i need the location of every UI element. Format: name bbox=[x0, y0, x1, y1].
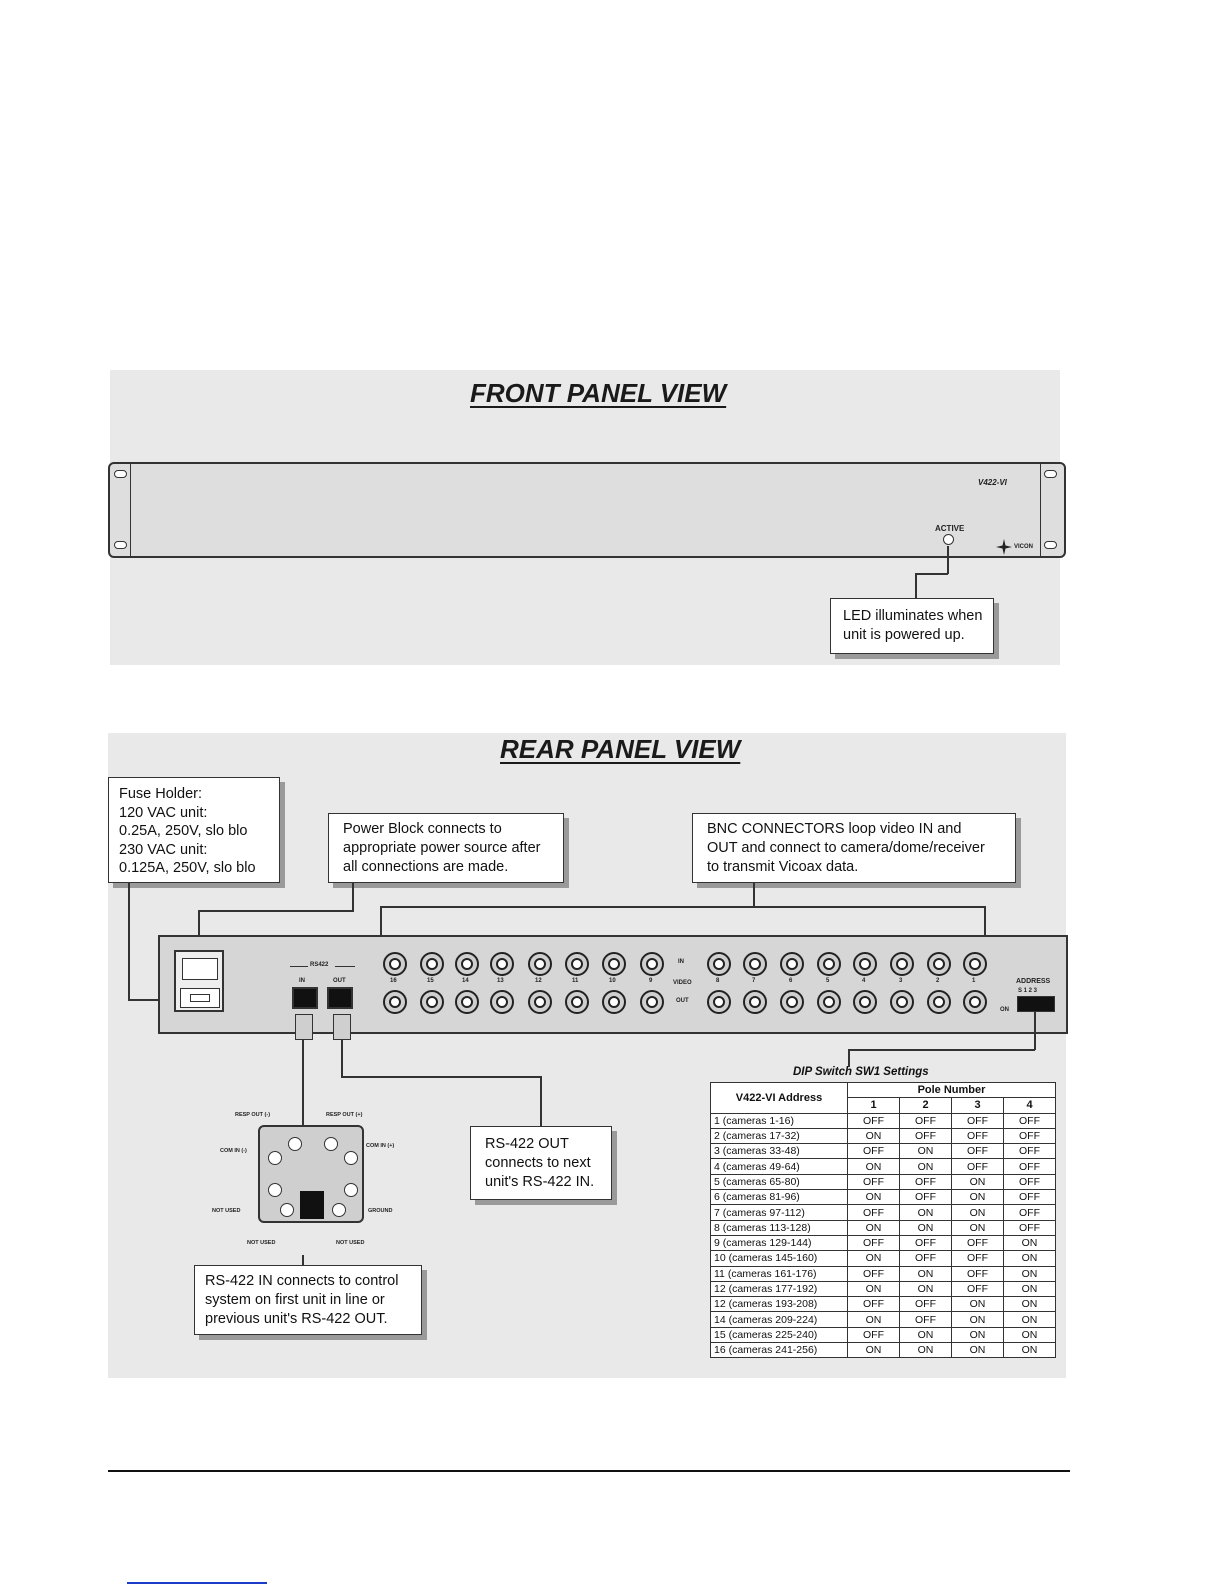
fuse-callout bbox=[108, 777, 280, 883]
callout-line: 120 VAC unit: bbox=[119, 804, 208, 821]
pole-value-cell: ON bbox=[1004, 1266, 1056, 1281]
rs422-in-plug bbox=[295, 1014, 313, 1040]
pole-value-cell: OFF bbox=[900, 1174, 952, 1189]
power-inlet bbox=[174, 950, 224, 1012]
pole-value-cell: OFF bbox=[900, 1190, 952, 1205]
left-rack-ear bbox=[130, 462, 131, 556]
callout-line: RS-422 OUT bbox=[485, 1136, 569, 1152]
pole-value-cell: OFF bbox=[848, 1144, 900, 1159]
brand-label: VICON bbox=[1014, 544, 1034, 550]
table-row bbox=[711, 1343, 1056, 1358]
terminal-label: NOT USED bbox=[247, 1240, 276, 1246]
terminal-screw bbox=[332, 1203, 346, 1217]
pole-value-cell: OFF bbox=[952, 1266, 1004, 1281]
table-row bbox=[711, 1312, 1056, 1327]
leader-line bbox=[341, 1040, 343, 1077]
pole-value-cell: OFF bbox=[848, 1113, 900, 1128]
table-row bbox=[711, 1266, 1056, 1281]
pole-value-cell: ON bbox=[848, 1343, 900, 1358]
pole-value-cell: ON bbox=[1004, 1235, 1056, 1250]
pole-value-cell: ON bbox=[952, 1174, 1004, 1189]
callout-line: 0.25A, 250V, slo blo bbox=[119, 823, 248, 839]
address-cell: 1 (cameras 1-16) bbox=[711, 1113, 848, 1128]
table-row bbox=[711, 1251, 1056, 1266]
channel-number: 1 bbox=[972, 978, 976, 984]
address-column-header: V422-VI Address bbox=[711, 1083, 848, 1114]
active-led bbox=[943, 534, 954, 545]
terminal-label: NOT USED bbox=[212, 1208, 241, 1214]
pole-header: 4 bbox=[1004, 1098, 1056, 1113]
channel-number: 4 bbox=[862, 978, 866, 984]
leader-line bbox=[341, 1076, 541, 1078]
led-callout bbox=[830, 598, 994, 654]
pole-value-cell: OFF bbox=[952, 1251, 1004, 1266]
rs422-terminal-block bbox=[258, 1125, 364, 1223]
terminal-label: COM IN (+) bbox=[366, 1143, 395, 1149]
table-header-row bbox=[711, 1083, 1056, 1098]
pole-value-cell: ON bbox=[952, 1205, 1004, 1220]
bnc-in-connector[interactable] bbox=[383, 952, 407, 976]
callout-line: to transmit Vicoax data. bbox=[707, 859, 859, 875]
footer-link-underline bbox=[127, 1582, 267, 1584]
table-row bbox=[711, 1128, 1056, 1143]
channel-number: 11 bbox=[572, 978, 579, 984]
leader-line bbox=[352, 883, 354, 911]
bnc-in-connector[interactable] bbox=[780, 952, 804, 976]
dip-switch-title: DIP Switch SW1 Settings bbox=[793, 1066, 929, 1078]
bnc-out-connector[interactable] bbox=[455, 990, 479, 1014]
mount-slot bbox=[114, 541, 127, 549]
bnc-in-connector[interactable] bbox=[528, 952, 552, 976]
pole-value-cell: OFF bbox=[900, 1251, 952, 1266]
bnc-out-connector[interactable] bbox=[640, 990, 664, 1014]
mount-slot bbox=[1044, 541, 1057, 549]
rs422-label: RS422 bbox=[310, 962, 329, 968]
pole-value-cell: OFF bbox=[900, 1235, 952, 1250]
pole-value-cell: ON bbox=[1004, 1343, 1056, 1358]
channel-number: 15 bbox=[427, 978, 434, 984]
bnc-out-connector[interactable] bbox=[528, 990, 552, 1014]
address-cell: 7 (cameras 97-112) bbox=[711, 1205, 848, 1220]
bnc-in-connector[interactable] bbox=[817, 952, 841, 976]
bnc-out-connector[interactable] bbox=[927, 990, 951, 1014]
bnc-in-connector[interactable] bbox=[565, 952, 589, 976]
pole-value-cell: ON bbox=[952, 1312, 1004, 1327]
bnc-out-connector[interactable] bbox=[890, 990, 914, 1014]
callout-line: previous unit's RS-422 OUT. bbox=[205, 1311, 388, 1327]
address-cell: 8 (cameras 113-128) bbox=[711, 1220, 848, 1235]
leader-line bbox=[128, 883, 130, 1000]
bnc-in-connector[interactable] bbox=[743, 952, 767, 976]
callout-line: RS-422 IN connects to control bbox=[205, 1273, 399, 1289]
pole-value-cell: OFF bbox=[1004, 1128, 1056, 1143]
terminal-label: GROUND bbox=[368, 1208, 393, 1214]
bnc-out-connector[interactable] bbox=[490, 990, 514, 1014]
pole-value-cell: OFF bbox=[952, 1144, 1004, 1159]
terminal-screw bbox=[268, 1151, 282, 1165]
bnc-out-connector[interactable] bbox=[707, 990, 731, 1014]
bnc-in-connector[interactable] bbox=[602, 952, 626, 976]
channel-number: 7 bbox=[752, 978, 756, 984]
pole-value-cell: ON bbox=[848, 1190, 900, 1205]
channel-number: 10 bbox=[609, 978, 616, 984]
leader-line bbox=[947, 546, 949, 574]
bnc-in-connector[interactable] bbox=[890, 952, 914, 976]
bracket-line bbox=[335, 966, 355, 967]
rs422-in-label: IN bbox=[299, 978, 305, 984]
callout-line: unit is powered up. bbox=[843, 627, 965, 643]
on-label: ON bbox=[1000, 1007, 1009, 1013]
pole-value-cell: ON bbox=[952, 1220, 1004, 1235]
video-out-label: OUT bbox=[676, 998, 689, 1004]
address-cell: 3 (cameras 33-48) bbox=[711, 1144, 848, 1159]
pole-value-cell: OFF bbox=[848, 1235, 900, 1250]
callout-line: 230 VAC unit: bbox=[119, 841, 208, 858]
rs422-out-plug bbox=[333, 1014, 351, 1040]
address-cell: 16 (cameras 241-256) bbox=[711, 1343, 848, 1358]
pole-value-cell: ON bbox=[848, 1128, 900, 1143]
address-cell: 11 (cameras 161-176) bbox=[711, 1266, 848, 1281]
address-cell: 2 (cameras 17-32) bbox=[711, 1128, 848, 1143]
terminal-label: RESP OUT (+) bbox=[326, 1112, 363, 1118]
table-row bbox=[711, 1190, 1056, 1205]
pole-value-cell: ON bbox=[900, 1343, 952, 1358]
pole-value-cell: ON bbox=[900, 1144, 952, 1159]
bnc-in-connector[interactable] bbox=[853, 952, 877, 976]
channel-number: 3 bbox=[899, 978, 903, 984]
leader-line bbox=[848, 1049, 1035, 1051]
leader-line bbox=[540, 1076, 542, 1126]
bnc-in-connector[interactable] bbox=[963, 952, 987, 976]
callout-line: Power Block connects to bbox=[343, 821, 502, 837]
pole-value-cell: OFF bbox=[1004, 1174, 1056, 1189]
table-row bbox=[711, 1327, 1056, 1342]
pole-value-cell: OFF bbox=[1004, 1220, 1056, 1235]
bnc-out-connector[interactable] bbox=[383, 990, 407, 1014]
table-row bbox=[711, 1220, 1056, 1235]
vicon-star-icon bbox=[996, 539, 1012, 555]
rs422-out-callout bbox=[470, 1126, 612, 1200]
pole-value-cell: OFF bbox=[900, 1113, 952, 1128]
terminal-label: RESP OUT (-) bbox=[235, 1112, 271, 1118]
pole-number-header: Pole Number bbox=[848, 1083, 1056, 1098]
channel-number: 16 bbox=[390, 978, 397, 984]
callout-line: OUT and connect to camera/dome/receiver bbox=[707, 840, 985, 856]
terminal-screw bbox=[288, 1137, 302, 1151]
bnc-out-connector[interactable] bbox=[565, 990, 589, 1014]
address-cell: 5 (cameras 65-80) bbox=[711, 1174, 848, 1189]
mount-slot bbox=[114, 470, 127, 478]
rs422-out-port[interactable] bbox=[327, 987, 353, 1009]
pole-value-cell: OFF bbox=[848, 1297, 900, 1312]
pole-value-cell: ON bbox=[848, 1312, 900, 1327]
table-row bbox=[711, 1174, 1056, 1189]
pole-value-cell: ON bbox=[952, 1327, 1004, 1342]
callout-line: BNC CONNECTORS loop video IN and bbox=[707, 821, 962, 837]
address-cell: 12 (cameras 177-192) bbox=[711, 1281, 848, 1296]
channel-number: 6 bbox=[789, 978, 793, 984]
pole-value-cell: OFF bbox=[952, 1128, 1004, 1143]
right-rack-ear bbox=[1040, 462, 1041, 556]
table-row bbox=[711, 1297, 1056, 1312]
callout-line: system on first unit in line or bbox=[205, 1292, 385, 1308]
bnc-callout bbox=[692, 813, 1016, 883]
rs422-out-label: OUT bbox=[333, 978, 346, 984]
pole-value-cell: ON bbox=[848, 1281, 900, 1296]
pole-value-cell: OFF bbox=[952, 1281, 1004, 1296]
channel-number: 2 bbox=[936, 978, 940, 984]
callout-line: all connections are made. bbox=[343, 859, 509, 875]
bnc-out-connector[interactable] bbox=[602, 990, 626, 1014]
bnc-out-connector[interactable] bbox=[743, 990, 767, 1014]
pole-value-cell: ON bbox=[1004, 1312, 1056, 1327]
pole-value-cell: OFF bbox=[1004, 1205, 1056, 1220]
terminal-screw bbox=[280, 1203, 294, 1217]
callout-line: unit's RS-422 IN. bbox=[485, 1174, 595, 1190]
switch-numbers: S 1 2 3 bbox=[1018, 988, 1038, 994]
bnc-out-connector[interactable] bbox=[420, 990, 444, 1014]
bnc-in-connector[interactable] bbox=[490, 952, 514, 976]
dip-settings-table bbox=[710, 1082, 1056, 1358]
model-label: V422-VI bbox=[978, 478, 1007, 487]
table-row bbox=[711, 1281, 1056, 1296]
front-panel-title: FRONT PANEL VIEW bbox=[470, 378, 727, 408]
rs422-in-callout bbox=[194, 1265, 422, 1335]
leader-line bbox=[915, 573, 917, 599]
table-row bbox=[711, 1113, 1056, 1128]
pole-value-cell: OFF bbox=[848, 1266, 900, 1281]
bnc-out-connector[interactable] bbox=[780, 990, 804, 1014]
leader-line bbox=[1034, 1012, 1036, 1050]
pole-value-cell: OFF bbox=[848, 1174, 900, 1189]
leader-line bbox=[915, 573, 948, 575]
power-socket-icon bbox=[182, 958, 218, 980]
pole-value-cell: ON bbox=[1004, 1297, 1056, 1312]
pole-value-cell: OFF bbox=[1004, 1159, 1056, 1174]
callout-line: appropriate power source after bbox=[343, 840, 541, 856]
pole-value-cell: ON bbox=[1004, 1327, 1056, 1342]
fuse-icon bbox=[190, 994, 210, 1002]
table-row bbox=[711, 1159, 1056, 1174]
rear-panel-title: REAR PANEL VIEW bbox=[500, 734, 741, 764]
bnc-in-connector[interactable] bbox=[455, 952, 479, 976]
pole-value-cell: OFF bbox=[900, 1128, 952, 1143]
pole-value-cell: OFF bbox=[952, 1159, 1004, 1174]
pole-value-cell: ON bbox=[900, 1220, 952, 1235]
terminal-jack bbox=[300, 1191, 324, 1219]
bracket-line bbox=[290, 966, 308, 967]
address-cell: 14 (cameras 209-224) bbox=[711, 1312, 848, 1327]
leader-line bbox=[198, 910, 354, 912]
pole-value-cell: OFF bbox=[1004, 1113, 1056, 1128]
pole-value-cell: OFF bbox=[848, 1205, 900, 1220]
bnc-out-connector[interactable] bbox=[817, 990, 841, 1014]
callout-line: connects to next bbox=[485, 1155, 591, 1171]
pole-header: 3 bbox=[952, 1098, 1004, 1113]
address-cell: 9 (cameras 129-144) bbox=[711, 1235, 848, 1250]
pole-value-cell: ON bbox=[848, 1251, 900, 1266]
bnc-in-connector[interactable] bbox=[640, 952, 664, 976]
pole-value-cell: ON bbox=[952, 1343, 1004, 1358]
terminal-screw bbox=[344, 1151, 358, 1165]
channel-number: 5 bbox=[826, 978, 830, 984]
pole-value-cell: ON bbox=[900, 1205, 952, 1220]
pole-value-cell: ON bbox=[900, 1266, 952, 1281]
vicon-logo bbox=[996, 539, 1012, 560]
callout-line: LED illuminates when bbox=[843, 608, 983, 624]
pole-value-cell: OFF bbox=[900, 1312, 952, 1327]
channel-number: 9 bbox=[649, 978, 653, 984]
pole-value-cell: OFF bbox=[900, 1297, 952, 1312]
dip-switch[interactable] bbox=[1017, 996, 1055, 1012]
table-row bbox=[711, 1144, 1056, 1159]
pole-value-cell: ON bbox=[848, 1159, 900, 1174]
channel-number: 12 bbox=[535, 978, 542, 984]
leader-line bbox=[302, 1040, 304, 1128]
callout-line: 0.125A, 250V, slo blo bbox=[119, 860, 256, 876]
bnc-out-connector[interactable] bbox=[963, 990, 987, 1014]
terminal-label: NOT USED bbox=[336, 1240, 365, 1246]
leader-line bbox=[380, 906, 985, 908]
bnc-out-connector[interactable] bbox=[853, 990, 877, 1014]
pole-value-cell: ON bbox=[900, 1327, 952, 1342]
active-label: ACTIVE bbox=[935, 524, 965, 533]
address-cell: 12 (cameras 193-208) bbox=[711, 1297, 848, 1312]
terminal-label: COM IN (-) bbox=[220, 1148, 247, 1154]
front-panel-chassis bbox=[108, 462, 1066, 558]
address-cell: 15 (cameras 225-240) bbox=[711, 1327, 848, 1342]
footer-rule bbox=[108, 1470, 1070, 1472]
terminal-screw bbox=[324, 1137, 338, 1151]
pole-value-cell: ON bbox=[1004, 1251, 1056, 1266]
video-label: VIDEO bbox=[673, 980, 692, 986]
pole-header: 1 bbox=[848, 1098, 900, 1113]
address-cell: 6 (cameras 81-96) bbox=[711, 1190, 848, 1205]
channel-number: 8 bbox=[716, 978, 720, 984]
pole-value-cell: ON bbox=[900, 1281, 952, 1296]
terminal-screw bbox=[344, 1183, 358, 1197]
video-in-label: IN bbox=[678, 959, 684, 965]
pole-value-cell: ON bbox=[848, 1220, 900, 1235]
pole-value-cell: ON bbox=[1004, 1281, 1056, 1296]
address-cell: 10 (cameras 145-160) bbox=[711, 1251, 848, 1266]
address-label: ADDRESS bbox=[1016, 978, 1051, 985]
pole-header: 2 bbox=[900, 1098, 952, 1113]
leader-line bbox=[753, 883, 755, 907]
table-row bbox=[711, 1235, 1056, 1250]
terminal-screw bbox=[268, 1183, 282, 1197]
address-cell: 4 (cameras 49-64) bbox=[711, 1159, 848, 1174]
rs422-in-port[interactable] bbox=[292, 987, 318, 1009]
pole-value-cell: OFF bbox=[848, 1327, 900, 1342]
pole-value-cell: OFF bbox=[952, 1113, 1004, 1128]
pole-value-cell: ON bbox=[952, 1190, 1004, 1205]
bnc-in-connector[interactable] bbox=[927, 952, 951, 976]
leader-line bbox=[848, 1049, 850, 1067]
channel-number: 14 bbox=[462, 978, 469, 984]
channel-number: 13 bbox=[497, 978, 504, 984]
pole-value-cell: ON bbox=[952, 1297, 1004, 1312]
mount-slot bbox=[1044, 470, 1057, 478]
pole-value-cell: ON bbox=[900, 1159, 952, 1174]
table-row bbox=[711, 1205, 1056, 1220]
power-block-callout bbox=[328, 813, 564, 883]
pole-value-cell: OFF bbox=[952, 1235, 1004, 1250]
bnc-in-connector[interactable] bbox=[707, 952, 731, 976]
pole-value-cell: OFF bbox=[1004, 1190, 1056, 1205]
pole-value-cell: OFF bbox=[1004, 1144, 1056, 1159]
bnc-in-connector[interactable] bbox=[420, 952, 444, 976]
dip-settings-table-wrap bbox=[710, 1082, 1056, 1358]
callout-line: Fuse Holder: bbox=[119, 786, 203, 802]
